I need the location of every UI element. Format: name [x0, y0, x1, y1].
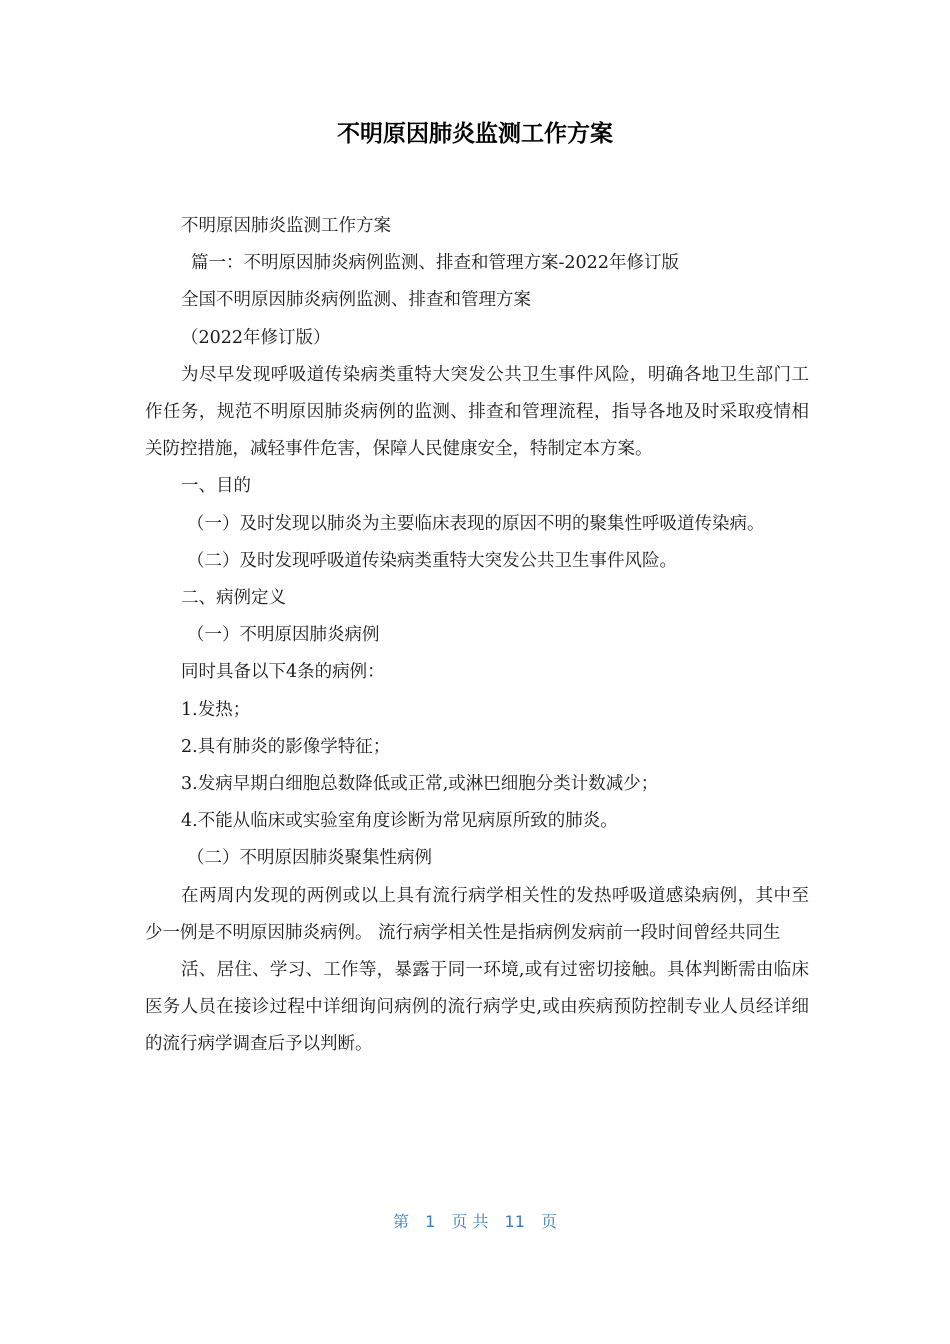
section-heading-definition: 二、病例定义: [181, 588, 286, 609]
paragraph-heading: 不明原因肺炎监测工作方案: [181, 216, 391, 236]
subsection-heading-case: （一）不明原因肺炎病例: [187, 625, 380, 646]
paragraph-purpose-1: （一）及时发现以肺炎为主要临床表现的原因不明的聚集性呼吸道传染病。: [187, 513, 765, 534]
document-title: 不明原因肺炎监测工作方案: [337, 121, 613, 147]
paragraph-criteria-intro: 同时具备以下4条的病例：: [181, 662, 385, 683]
footer-total-pages: 11: [504, 1212, 525, 1231]
paragraph-part-one: 篇一：不明原因肺炎病例监测、排查和管理方案-2022年修订版: [191, 253, 679, 274]
footer-end-label: 页: [541, 1212, 558, 1231]
paragraph-purpose-2: （二）及时发现呼吸道传染病类重特大突发公共卫生事件风险。: [187, 550, 677, 571]
footer-page-label: 第: [392, 1212, 409, 1231]
paragraph-epidemiology: 活、居住、学习、工作等，暴露于同一环境,或有过密切接触。具体判断需由临床医务人员在接诊过程中详细询问病例的流行病学史,或由疾病预防控制专业人员经详细的流行病学调查后予以判断。: [145, 960, 809, 1055]
criterion-item-3: 3.发病早期白细胞总数降低或正常,或淋巴细胞分类计数减少；: [181, 774, 659, 795]
criterion-item-4: 4.不能从临床或实验室角度诊断为常见病原所致的肺炎。: [181, 811, 618, 832]
criterion-item-1: 1.发热；: [181, 699, 251, 720]
footer-current-page: 1: [425, 1212, 436, 1231]
subsection-heading-cluster: （二）不明原因肺炎聚集性病例: [187, 848, 432, 869]
paragraph-cluster-definition: 在两周内发现的两例或以上具有流行病学相关性的发热呼吸道感染病例，其中至少一例是不明原因肺炎病例。 流行病学相关性是指病例发病前一段时间曾经共同生: [145, 885, 809, 943]
paragraph-plan-name: 全国不明原因肺炎病例监测、排查和管理方案: [181, 290, 531, 311]
section-heading-purpose: 一、目的: [181, 476, 251, 497]
page-footer: [0, 1209, 950, 1235]
paragraph-revision: （2022年修订版）: [181, 327, 331, 348]
document-body: [145, 208, 809, 1064]
paragraph-intro: 为尽早发现呼吸道传染病类重特大突发公共卫生事件风险，明确各地卫生部门工作任务，规范不明原因肺炎病例的监测、排查和管理流程，指导各地及时采取疫情相关防控措施，减轻事件危害，保障人民健康安全，特制定本方案。: [145, 364, 809, 460]
criterion-item-2: 2.具有肺炎的影像学特征；: [181, 736, 391, 757]
footer-of-label: 页 共: [451, 1212, 489, 1231]
